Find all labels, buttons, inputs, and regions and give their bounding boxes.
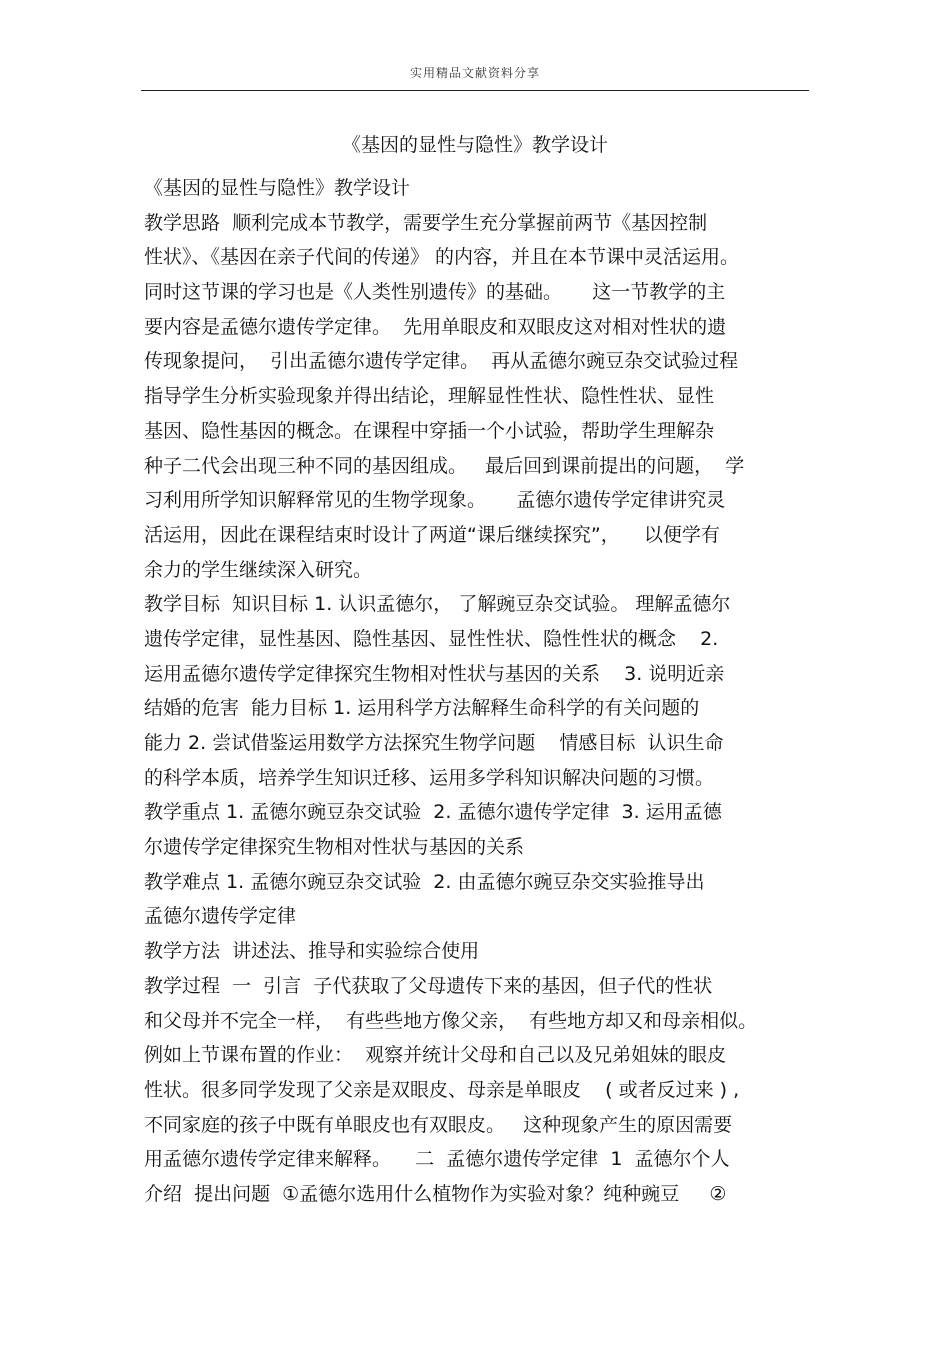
body-text-line: 结婚的危害 能力目标 1. 运用科学方法解释生命科学的有关问题的: [144, 697, 700, 720]
body-text-line: 要内容是孟德尔遗传学定律。 先用单眼皮和双眼皮这对相对性状的遗: [144, 315, 727, 338]
body-text-line: 遗传学定律，显性基因、隐性基因、显性性状、隐性性状的概念 2.: [144, 627, 719, 650]
page-header-text: 实用精品文献资料分享: [409, 66, 540, 80]
body-text-line: 教学思路 顺利完成本节教学，需要学生充分掌握前两节《基因控制: [144, 211, 708, 234]
body-text-line: 同时这节课的学习也是《人类性别遗传》的基础。 这一节教学的主: [144, 281, 726, 304]
body-text-line: 活运用，因此在课程结束时设计了两道“课后继续探究”， 以便学有: [144, 523, 720, 546]
body-text-line: 尔遗传学定律探究生物相对性状与基因的关系: [144, 836, 525, 859]
body-text-line: 传现象提问， 引出孟德尔遗传学定律。 再从孟德尔豌豆杂交试验过程: [144, 350, 739, 373]
body-text-line: 不同家庭的孩子中既有单眼皮也有双眼皮。 这种现象产生的原因需要: [144, 1113, 733, 1136]
body-text-line: 和父母并不完全一样， 有些些地方像父亲， 有些地方却又和母亲相似。: [144, 1009, 758, 1032]
body-text-line: 能力 2. 尝试借鉴运用数学方法探究生物学问题 情感目标 认识生命: [144, 732, 724, 754]
document-body: [144, 171, 814, 1212]
body-text-line: 教学目标 知识目标 1. 认识孟德尔， 了解豌豆杂交试验。 理解孟德尔: [144, 593, 731, 616]
body-text-line: 指导学生分析实验现象并得出结论，理解显性性状、隐性性状、显性: [144, 385, 715, 408]
body-text-line: 的科学本质，培养学生知识迁移、运用多学科知识解决问题的习惯。: [144, 766, 715, 789]
body-text-line: 教学过程 一 引言 子代获取了父母遗传下来的基因，但子代的性状: [144, 974, 713, 997]
document-title: 《基因的显性与隐性》教学设计: [341, 134, 608, 156]
body-text-line: 性状》、《基因在亲子代间的传递》 的内容，并且在本节课中灵活运用。: [144, 246, 740, 269]
body-text-line: 运用孟德尔遗传学定律探究生物相对性状与基因的关系 3. 说明近亲: [144, 662, 725, 685]
body-text-line: 用孟德尔遗传学定律来解释。 二 孟德尔遗传学定律 1 孟德尔个人: [144, 1148, 730, 1171]
body-text-line: 性状。很多同学发现了父亲是双眼皮、母亲是单眼皮 ( 或者反过来 ) ,: [144, 1078, 740, 1101]
body-text-line: 介绍 提出问题 ①孟德尔选用什么植物作为实验对象？纯种豌豆 ②: [144, 1182, 727, 1205]
body-text-line: 余力的学生继续深入研究。: [144, 558, 373, 581]
body-text-line: 例如上节课布置的作业： 观察并统计父母和自己以及兄弟姐妹的眼皮: [144, 1044, 727, 1067]
body-text-line: 教学重点 1. 孟德尔豌豆杂交试验 2. 孟德尔遗传学定律 3. 运用孟德: [144, 801, 722, 824]
body-text-line: 《基因的显性与隐性》教学设计: [144, 177, 411, 199]
body-text-line: 教学方法 讲述法、推导和实验综合使用: [144, 940, 480, 963]
body-text-line: 习利用所学知识解释常见的生物学现象。 孟德尔遗传学定律讲究灵: [144, 489, 726, 512]
body-text-line: 孟德尔遗传学定律: [144, 905, 297, 928]
body-text-line: 种子二代会出现三种不同的基因组成。 最后回到课前提出的问题， 学: [144, 454, 745, 477]
body-text-line: 基因、隐性基因的概念。在课程中穿插一个小试验，帮助学生理解杂: [144, 419, 715, 442]
header-divider: [141, 90, 809, 91]
body-text-line: 教学难点 1. 孟德尔豌豆杂交试验 2. 由孟德尔豌豆杂交实验推导出: [144, 870, 705, 893]
